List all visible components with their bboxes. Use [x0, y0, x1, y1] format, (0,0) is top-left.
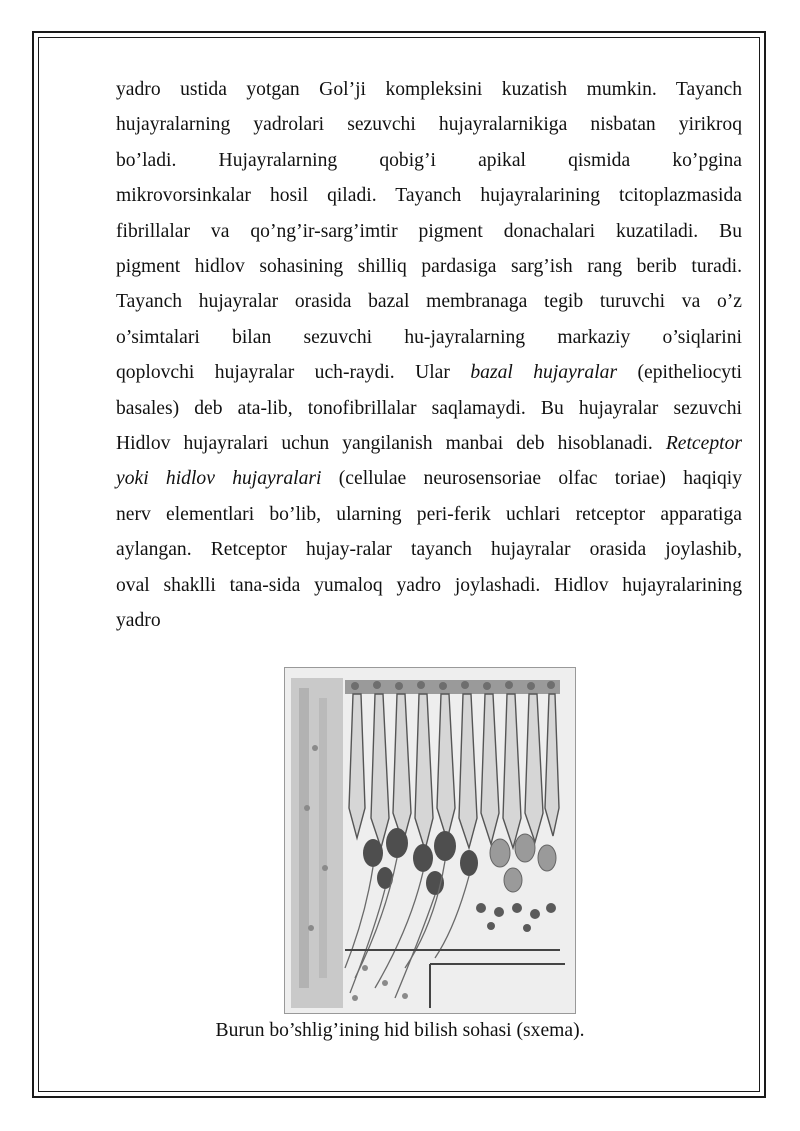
text-line: yadro ustida yotgan Gol’ji kompleksini kuzatish mumkin. Tayanch	[116, 79, 742, 100]
text-line: Tayanch hujayralar orasida bazal membranaga tegib turuvchi va o’z	[116, 291, 742, 313]
italic-term: yoki hidlov hujayralari	[116, 468, 322, 490]
text-line: mikrovorsinkalar hosil qiladi. Tayanch hujayralarining tcitoplazmasida	[116, 185, 742, 207]
text-line: yadro	[116, 610, 161, 632]
text-line: basales) deb ata-lib, tonofibrillalar saqlamaydi. Bu hujayralar sezuvchi	[116, 397, 742, 419]
text-run: qoplovchi hujayralar uch-raydi. Ular	[116, 362, 471, 384]
text-line	[116, 461, 742, 496]
italic-term: Retceptor	[665, 433, 742, 455]
text-line: oval shaklli tana-sida yumaloq yadro joylashadi. Hidlov hujayralarining	[116, 574, 742, 596]
text-line: fibrillalar va qo’ng’ir-sarg’imtir pigment donachalari kuzatiladi. Bu	[116, 220, 742, 242]
text-run: Hidlov hujayralari uchun yangilanish manbai deb hisoblanadi.	[116, 433, 666, 455]
olfactory-epithelium-illustration	[284, 667, 576, 1014]
italic-term: bazal hujayralar	[470, 362, 618, 384]
text-line	[116, 426, 742, 461]
figure-caption: Burun bo’shlig’ining hid bilish sohasi (sxema).	[215, 1020, 585, 1041]
text-run: (epitheliocyti	[617, 362, 742, 384]
text-run: (cellulae neurosensoriae olfac toriae) haqiqiy	[321, 468, 742, 490]
text-line: hujayralarning yadrolari sezuvchi hujayralarnikiga nisbatan yirikroq	[116, 114, 742, 136]
text-line: nerv elementlari bo’lib, ularning peri-ferik uchlari retceptor apparatiga	[116, 503, 742, 525]
text-line	[116, 355, 742, 390]
text-line: aylangan. Retceptor hujay-ralar tayanch hujayralar orasida joylashib,	[116, 539, 742, 561]
text-line: bo’ladi. Hujayralarning qobig’i apikal qismida ko’pgina	[116, 149, 742, 171]
text-line: pigment hidlov sohasining shilliq pardasiga sarg’ish rang berib turadi.	[116, 256, 742, 278]
text-line: o’simtalari bilan sezuvchi hu-jayralarning markaziy o’siqlarini	[116, 326, 742, 348]
body-text	[116, 72, 742, 639]
